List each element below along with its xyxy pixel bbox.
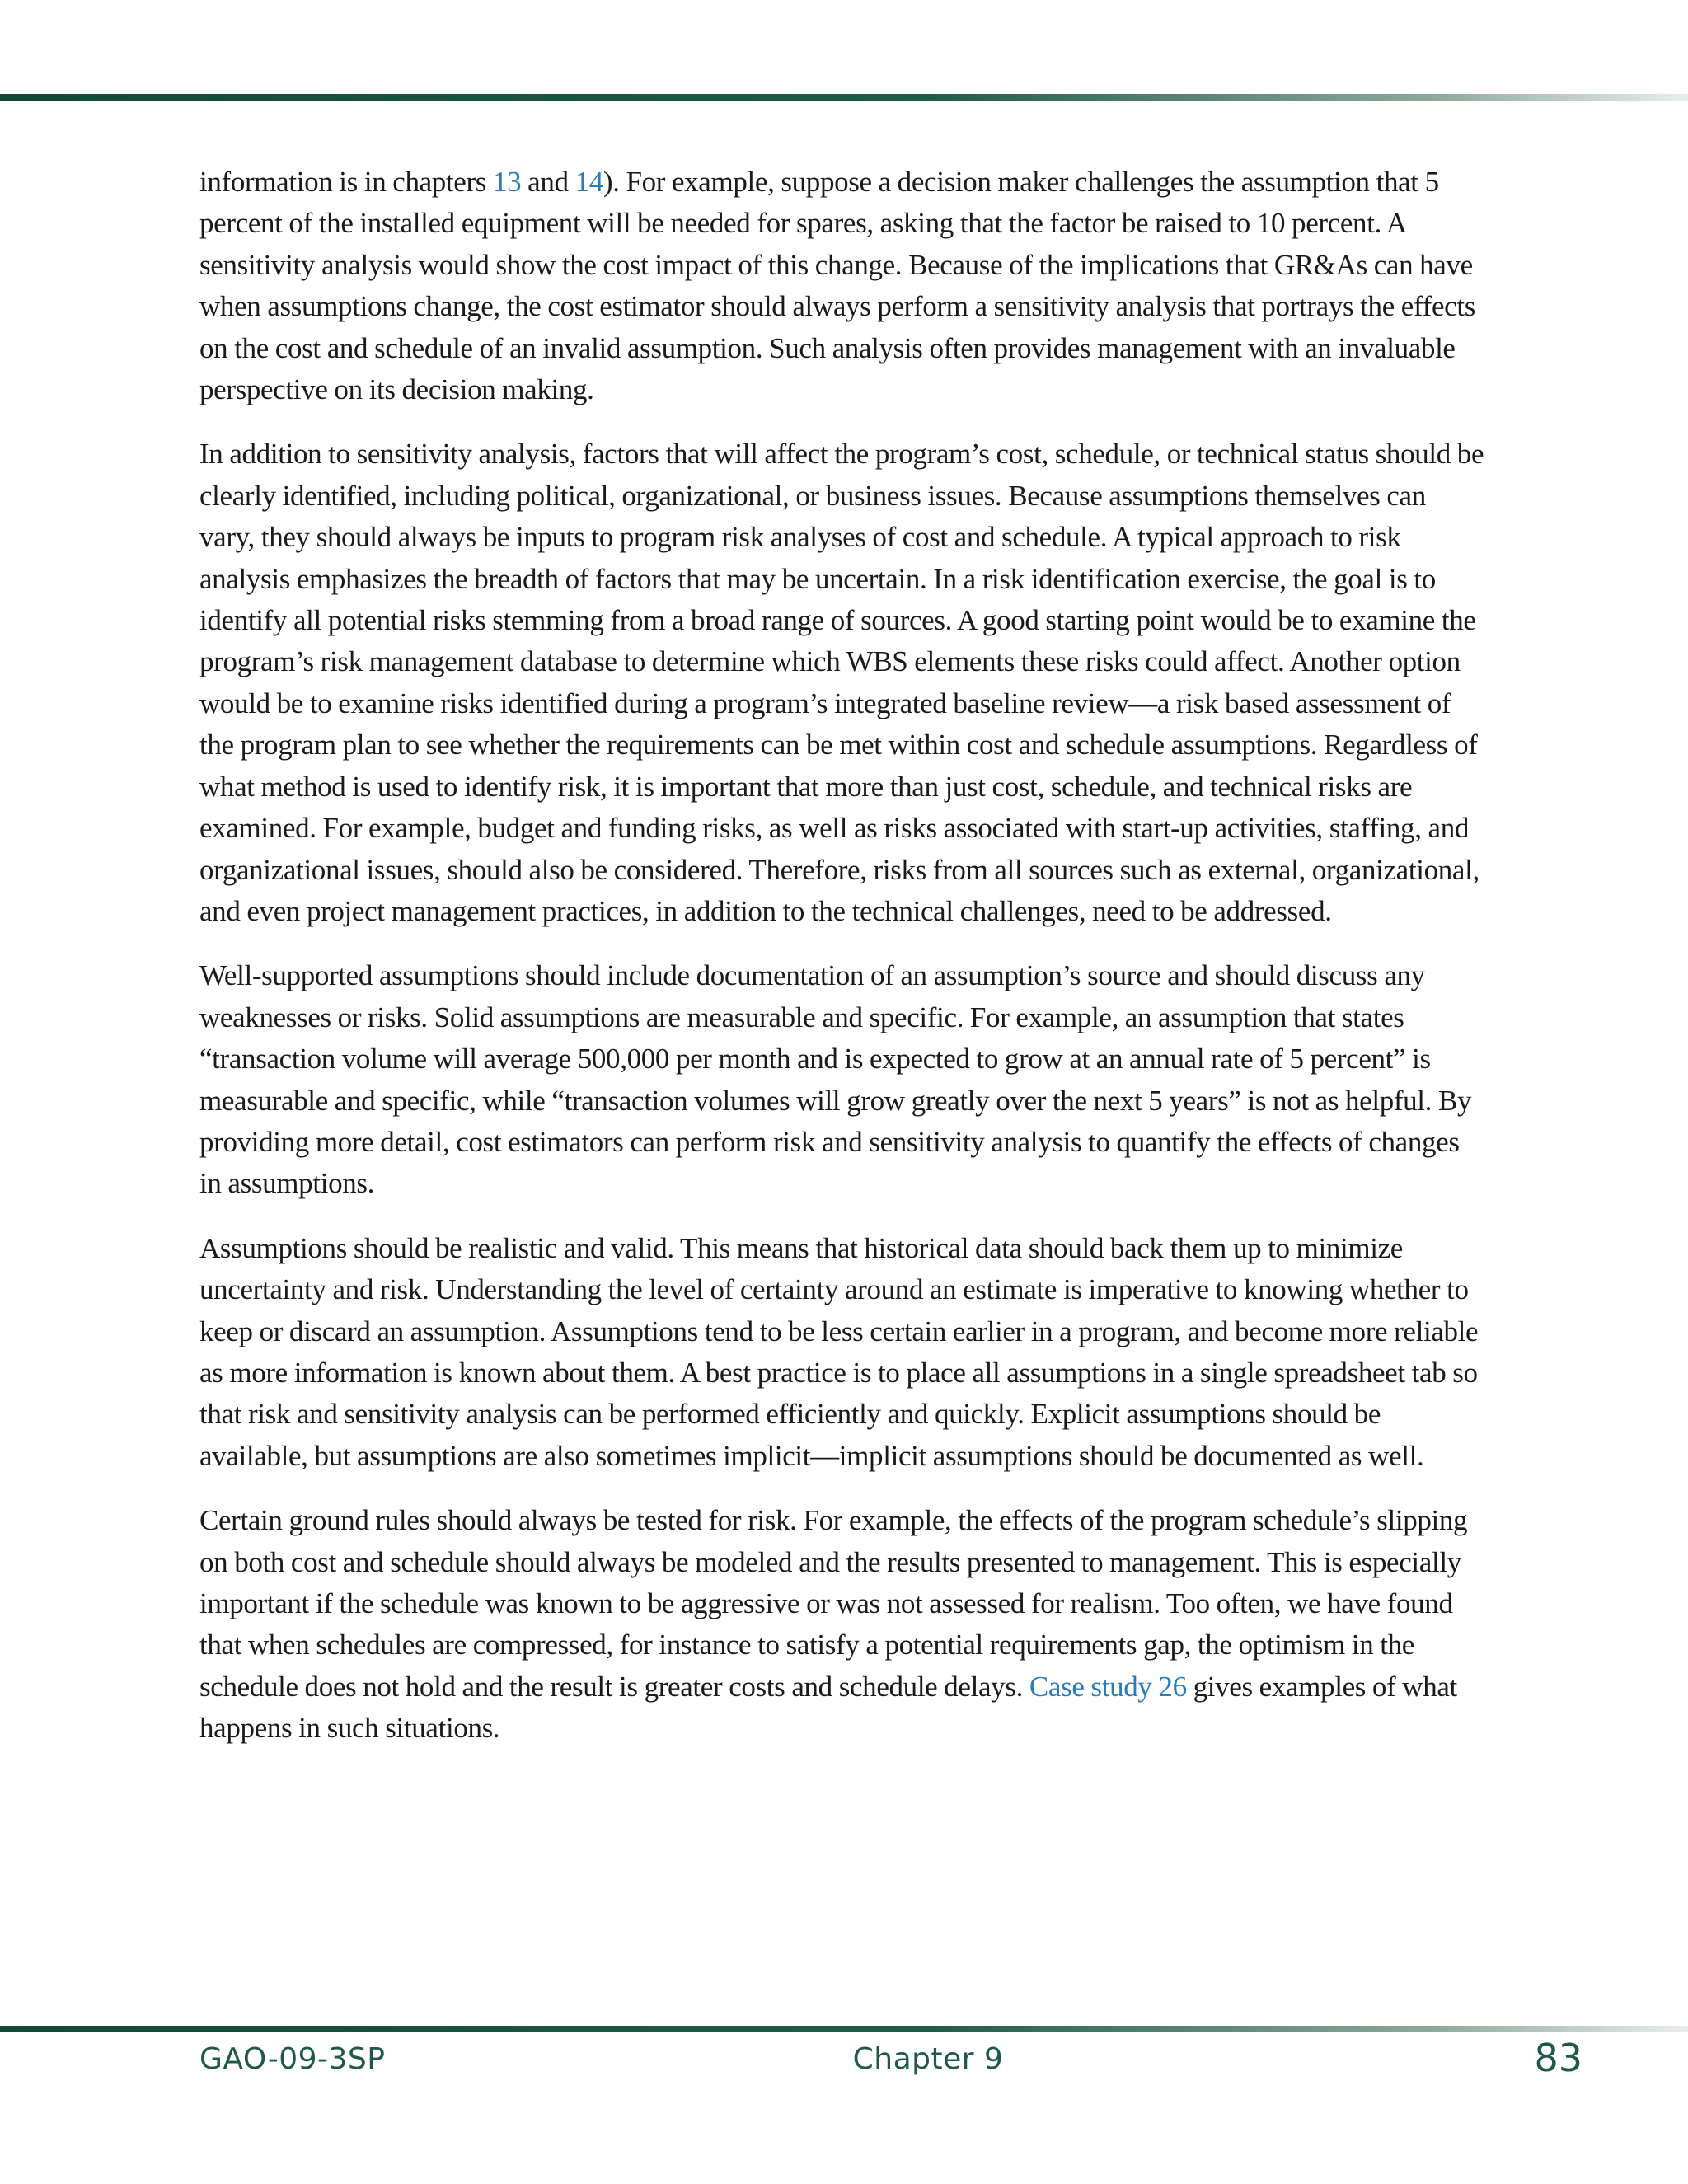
- paragraph-5-text-end: gives examples of what happens in such situations.: [199, 1670, 1457, 1745]
- chapter-13-link[interactable]: 13: [492, 166, 522, 198]
- chapter-label: Chapter 9: [852, 2042, 1004, 2076]
- page-body: [199, 162, 1485, 1773]
- page-footer: [199, 2036, 1582, 2085]
- chapter-14-link[interactable]: 14: [574, 166, 603, 198]
- page-number: 83: [1534, 2036, 1582, 2080]
- paragraph-3: Well-supported assumptions should include documentation of an assumption’s source and should discuss any weaknesses or risks. Solid assumptions are measurable and specific. For example, an assumption that states “transaction volume will average 500,000 per month and is expected to grow at an annual rate of 5 percent” is measurable and specific, while “transaction volumes will grow greatly over the next 5 years” is not as helpful. By providing more detail, cost estimators can perform risk and sensitivity analysis to quantify the effects of changes in assumptions.: [199, 959, 1472, 1200]
- paragraph-5-text-start: Certain ground rules should always be tested for risk. For example, the effects of the program schedule’s slipping on both cost and schedule should always be modeled and the results presented to management. This is especially important if the schedule was known to be aggressive or was not assessed for realism. Too often, we have found that when schedules are compressed, for instance to satisfy a potential requirements gap, the optimism in the schedule does not hold and the result is greater costs and schedule delays.: [199, 1504, 1468, 1703]
- paragraph-1: [199, 162, 1485, 410]
- paragraph-5: [199, 1500, 1485, 1749]
- paragraph-4: Assumptions should be realistic and valid. This means that historical data should back them up to minimize uncertainty and risk. Understanding the level of certainty around an estimate is imperative to knowing whether to keep or discard an assumption. Assumptions tend to be less certain earlier in a program, and become more reliable as more information is known about them. A best practice is to place all assumptions in a single spreadsheet tab so that risk and sensitivity analysis can be performed efficiently and quickly. Explicit assumptions should be available, but assumptions are also sometimes implicit—implicit assumptions should be documented as well.: [199, 1231, 1479, 1472]
- paragraph-2: In addition to sensitivity analysis, factors that will affect the program’s cost, schedule, or technical status should be clearly identified, including political, organizational, or business issues. Because assumptions themselves can vary, they should always be inputs to program risk analyses of cost and schedule. A typical approach to risk analysis emphasizes the breadth of factors that may be uncertain. In a risk identification exercise, the goal is to identify all potential risks stemming from a broad range of sources. A good starting point would be to examine the program’s risk management database to determine which WBS elements these risks could affect. Another option would be to examine risks identified during a program’s integrated baseline review—a risk based assessment of the program plan to see whether the requirements can be met within cost and schedule assumptions. Regardless of what method is used to identify risk, it is important that more than just cost, schedule, and technical risks are examined. For example, budget and funding risks, as well as risks associated with start-up activities, staffing, and organizational issues, should also be considered. Therefore, risks from all sources such as external, organizational, and even project management practices, in addition to the technical challenges, need to be addressed.: [199, 438, 1484, 927]
- paragraph-1-text-mid: and: [521, 166, 575, 198]
- paragraph-1-text-start: information is in chapters: [199, 166, 493, 198]
- bottom-rule: [0, 2026, 1688, 2032]
- top-rule: [0, 94, 1688, 101]
- case-study-26-link[interactable]: Case study 26: [1029, 1670, 1187, 1703]
- chapter-label-wrapper: [199, 2042, 1582, 2076]
- report-number: GAO-09-3SP: [199, 2042, 386, 2076]
- paragraph-1-text-end: ). For example, suppose a decision maker challenges the assumption that 5 percent of the installed equipment will be needed for spares, asking that the factor be raised to 10 percent. A sensitivity analysis would show the cost impact of this change. Because of the implications that GR&As can have when assumptions change, the cost estimator should always perform a sensitivity analysis that portrays the effects on the cost and schedule of an invalid assumption. Such analysis often provides management with an invaluable perspective on its decision making.: [199, 166, 1475, 406]
